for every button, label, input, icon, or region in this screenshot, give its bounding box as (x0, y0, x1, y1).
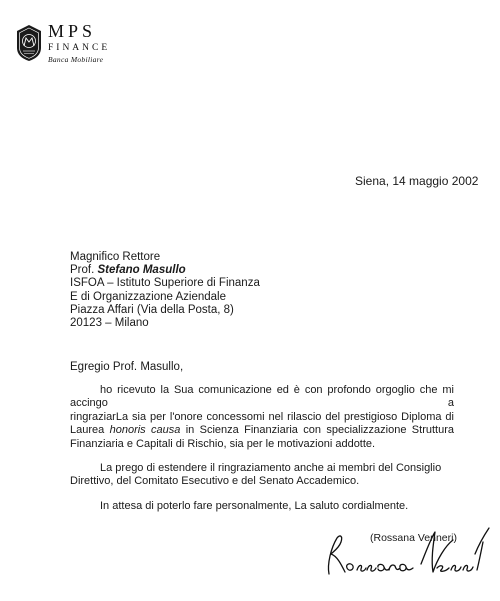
paragraph-1-text-b: in Scienza Finanziaria con specializzazione Struttura Finanziaria e Capitali di Rischio, sia per le motivazioni addotte. (70, 424, 454, 450)
paragraph-2: La prego di estendere il ringraziamento anche ai membri del Consiglio Direttivo, del Comitato Esecutivo e del Senato Accademico. (70, 462, 442, 488)
recipient-institution: ISFOA – Istituto Superiore di Finanza (70, 277, 260, 290)
recipient-street: Piazza Affari (Via della Posta, 8) (70, 303, 234, 316)
bank-seal-icon (14, 24, 44, 62)
recipient-prefix: Prof. (70, 264, 98, 277)
paragraph-1-text-a: ringraziarLa sia per l'onore concessomi nel rilascio del prestigioso Diploma di Laurea (70, 410, 454, 437)
letter-body (70, 384, 454, 513)
salutation: Egregio Prof. Masullo, (70, 361, 184, 373)
letter-date: Siena, 14 maggio 2002 (355, 174, 479, 188)
brand-subtitle: FINANCE (48, 43, 111, 53)
brand-tagline: Banca Mobiliare (48, 55, 104, 64)
paragraph-1 (70, 384, 454, 451)
recipient-name-line (70, 264, 260, 277)
brand-name: MPS (48, 21, 97, 41)
signature-name: (Rossana Venneri) (370, 532, 457, 544)
recipient-title: Magnifico Rettore (70, 251, 161, 263)
paragraph-1-emphasis: honoris causa (109, 424, 181, 437)
recipient-institution-2: E di Organizzazione Aziendale (70, 290, 226, 303)
recipient-city: 20123 – Milano (70, 317, 149, 330)
letterhead (14, 22, 134, 70)
recipient-address (70, 251, 260, 330)
recipient-name: Stefano Masullo (97, 264, 186, 277)
paragraph-3: In attesa di poterlo fare personalmente, La saluto cordialmente. (100, 499, 409, 512)
letterhead-brand (48, 22, 110, 65)
paragraph-1-line-1: ho ricevuto la Sua comunicazione ed è con profondo orgoglio che mi accingo a (70, 384, 454, 410)
